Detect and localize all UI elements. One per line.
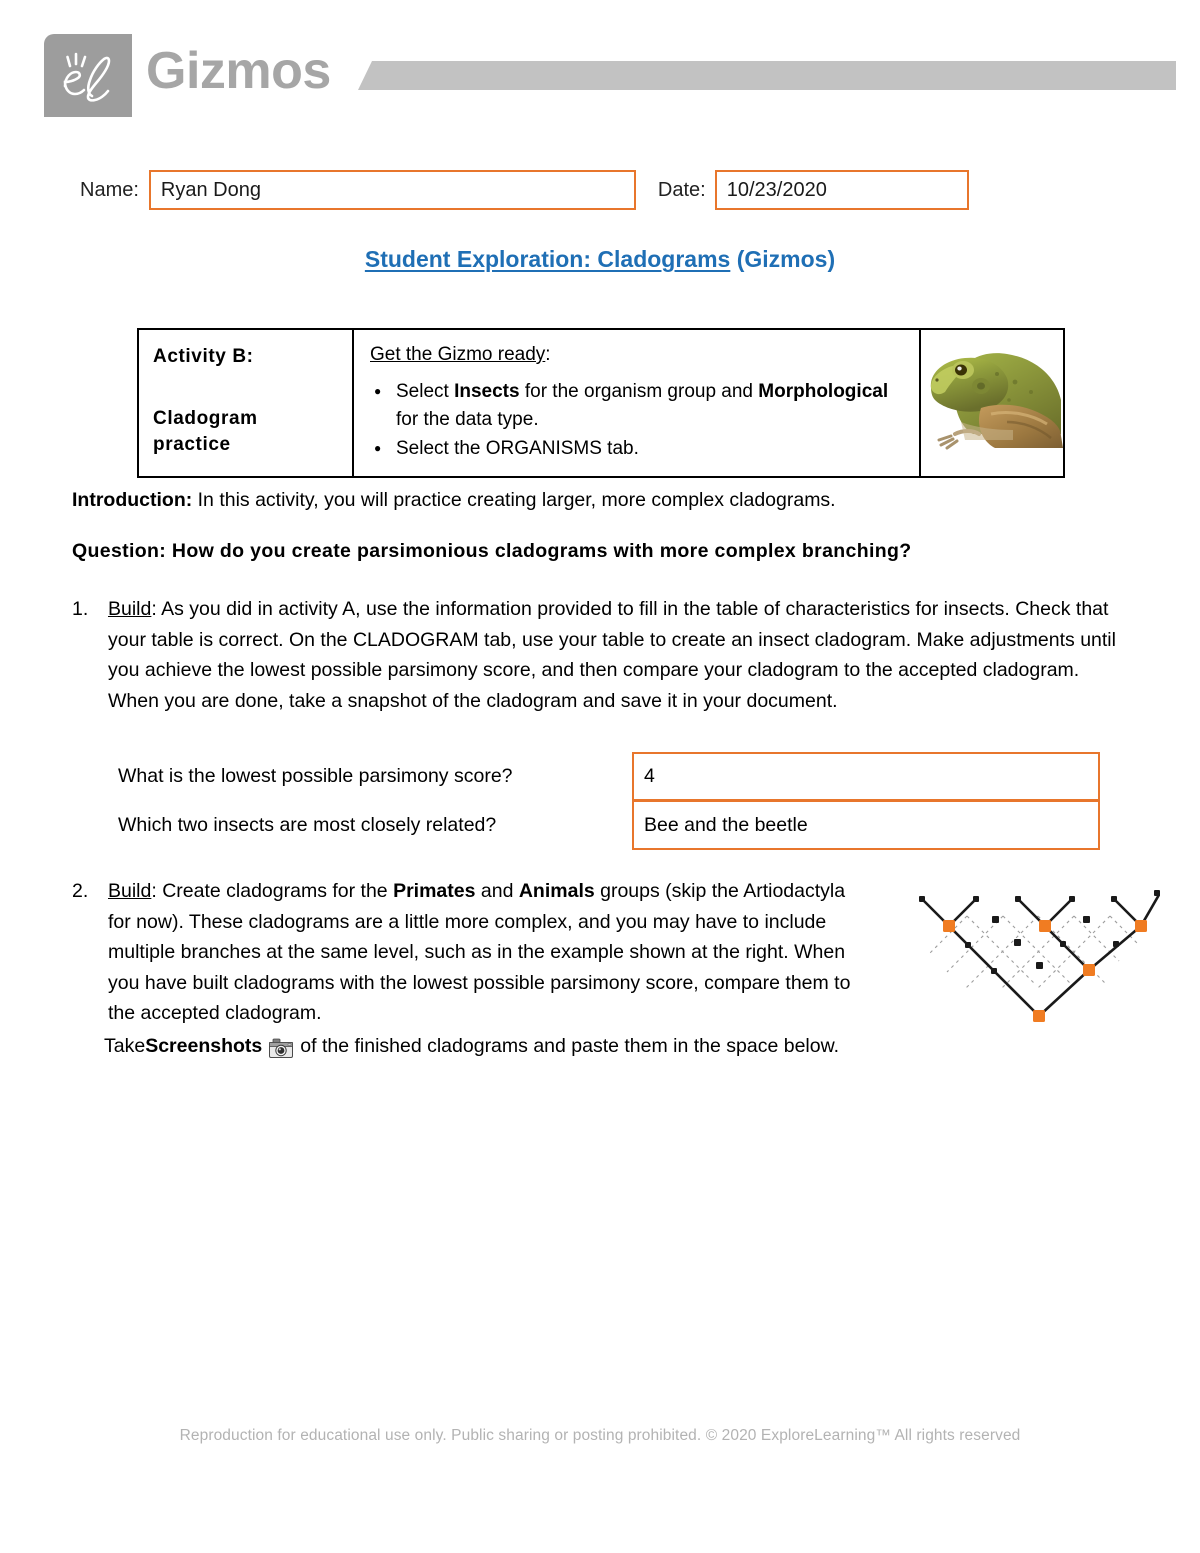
step-2-bold-primates: Primates [393, 880, 476, 902]
bullet-post-1: for the data type. [396, 409, 539, 430]
activity-table [137, 328, 1065, 478]
date-field[interactable]: 10/23/2020 [715, 170, 969, 210]
camera-icon [269, 1037, 293, 1057]
brand-header [0, 0, 1200, 130]
bullet-bold-insects: Insects [454, 381, 520, 402]
answer-table [110, 752, 1100, 850]
camera-icon-glyph [269, 1038, 293, 1058]
gizmos-wordmark: Gizmos [146, 42, 331, 100]
step-2 [72, 876, 872, 1029]
frog-illustration-icon [921, 330, 1063, 460]
screenshots-pre: Take [104, 1035, 146, 1057]
activity-name: Cladogram practice [153, 408, 258, 455]
activity-label-cell [139, 330, 354, 476]
bullet-mid-1: for the organism group and [519, 381, 759, 402]
step-1 [72, 594, 1132, 716]
bullet-pre-1: Select [396, 381, 455, 402]
name-date-row [80, 168, 1120, 212]
introduction-text: In this activity, you will practice creating larger, more complex cladograms. [192, 489, 836, 511]
footer-copyright: Reproduction for educational use only. Public sharing or posting prohibited. © 2020 ExploreLearning™ All rights reserved [179, 1427, 1021, 1444]
gizmos-logo-tile [44, 34, 132, 117]
step-2-number: 2. [72, 880, 89, 902]
question-heading: Question: How do you create parsimonious cladograms with more complex branching? [72, 540, 912, 562]
step-2-seg2: and [475, 880, 519, 902]
list-item [396, 378, 907, 434]
get-gizmo-ready-text: Get the Gizmo ready [370, 344, 546, 365]
cladogram-diagram-icon [905, 876, 1160, 1026]
introduction-label: Introduction: [72, 489, 193, 511]
frog-photo [921, 330, 1063, 476]
el-script-logo-icon [44, 34, 132, 117]
step-2-bold-animals: Animals [518, 880, 595, 902]
step-1-text: : As you did in activity A, use the information provided to fill in the table of characteristics for insects. Check that your table is correct. On the CLADOGRAM tab, use your table to create an insect cladogram. Make adjustments until you achieve the lowest possible parsimony score, and then compare your cladogram to the accepted cladogram. When you are done, take a snapshot of the cladogram and save it in your document. [108, 598, 1116, 712]
step-2-seg1: : Create cladograms for the [151, 880, 394, 902]
step-1-body [108, 594, 1132, 716]
step-1-number: 1. [72, 598, 89, 620]
page-title-suffix: (Gizmos) [730, 246, 836, 272]
table-row [110, 752, 1100, 801]
name-label: Name: [80, 178, 139, 201]
page-title-link[interactable]: Student Exploration: Cladograms [364, 246, 731, 272]
list-item [396, 435, 907, 463]
step-2-seg3: groups (skip the Artiodactyla for now). These cladograms are a little more complex, and you may have to include multiple branches at the same level, such as in the example shown at the right. When you have built cladograms with the lowest possible parsimony score, compare them to the accepted cladogram. [108, 880, 851, 1024]
screenshots-bold: Screenshots [145, 1035, 263, 1057]
answer-field-2[interactable]: Bee and the beetle [632, 801, 1100, 850]
take-screenshots-line [104, 1031, 1064, 1061]
answer-question-1: What is the lowest possible parsimony score? [118, 765, 513, 787]
example-cladogram-figure [905, 876, 1160, 1026]
get-gizmo-ready-colon: : [545, 344, 551, 365]
step-1-verb: Build [108, 598, 152, 620]
step-2-verb: Build [108, 880, 152, 902]
table-row [110, 801, 1100, 850]
header-accent-bar [358, 61, 1176, 90]
activity-image-cell [921, 330, 1063, 476]
date-label: Date: [657, 178, 706, 201]
answer-question-2: Which two insects are most closely related? [118, 814, 497, 836]
answer-field-1[interactable]: 4 [632, 752, 1100, 801]
name-field[interactable]: Ryan Dong [149, 170, 636, 210]
page-title [0, 246, 1200, 273]
screenshots-post: of the finished cladograms and paste them in the space below. [300, 1035, 840, 1057]
introduction-paragraph [72, 486, 1132, 514]
bullet-bold-morphological: Morphological [758, 381, 889, 402]
activity-label: Activity B: [153, 346, 254, 367]
get-gizmo-ready-heading [370, 342, 907, 368]
activity-instructions-cell [354, 330, 921, 476]
activity-bullet-list [370, 378, 907, 463]
step-2-body [108, 876, 872, 1029]
bullet-pre-2: Select the ORGANISMS tab. [396, 438, 639, 459]
